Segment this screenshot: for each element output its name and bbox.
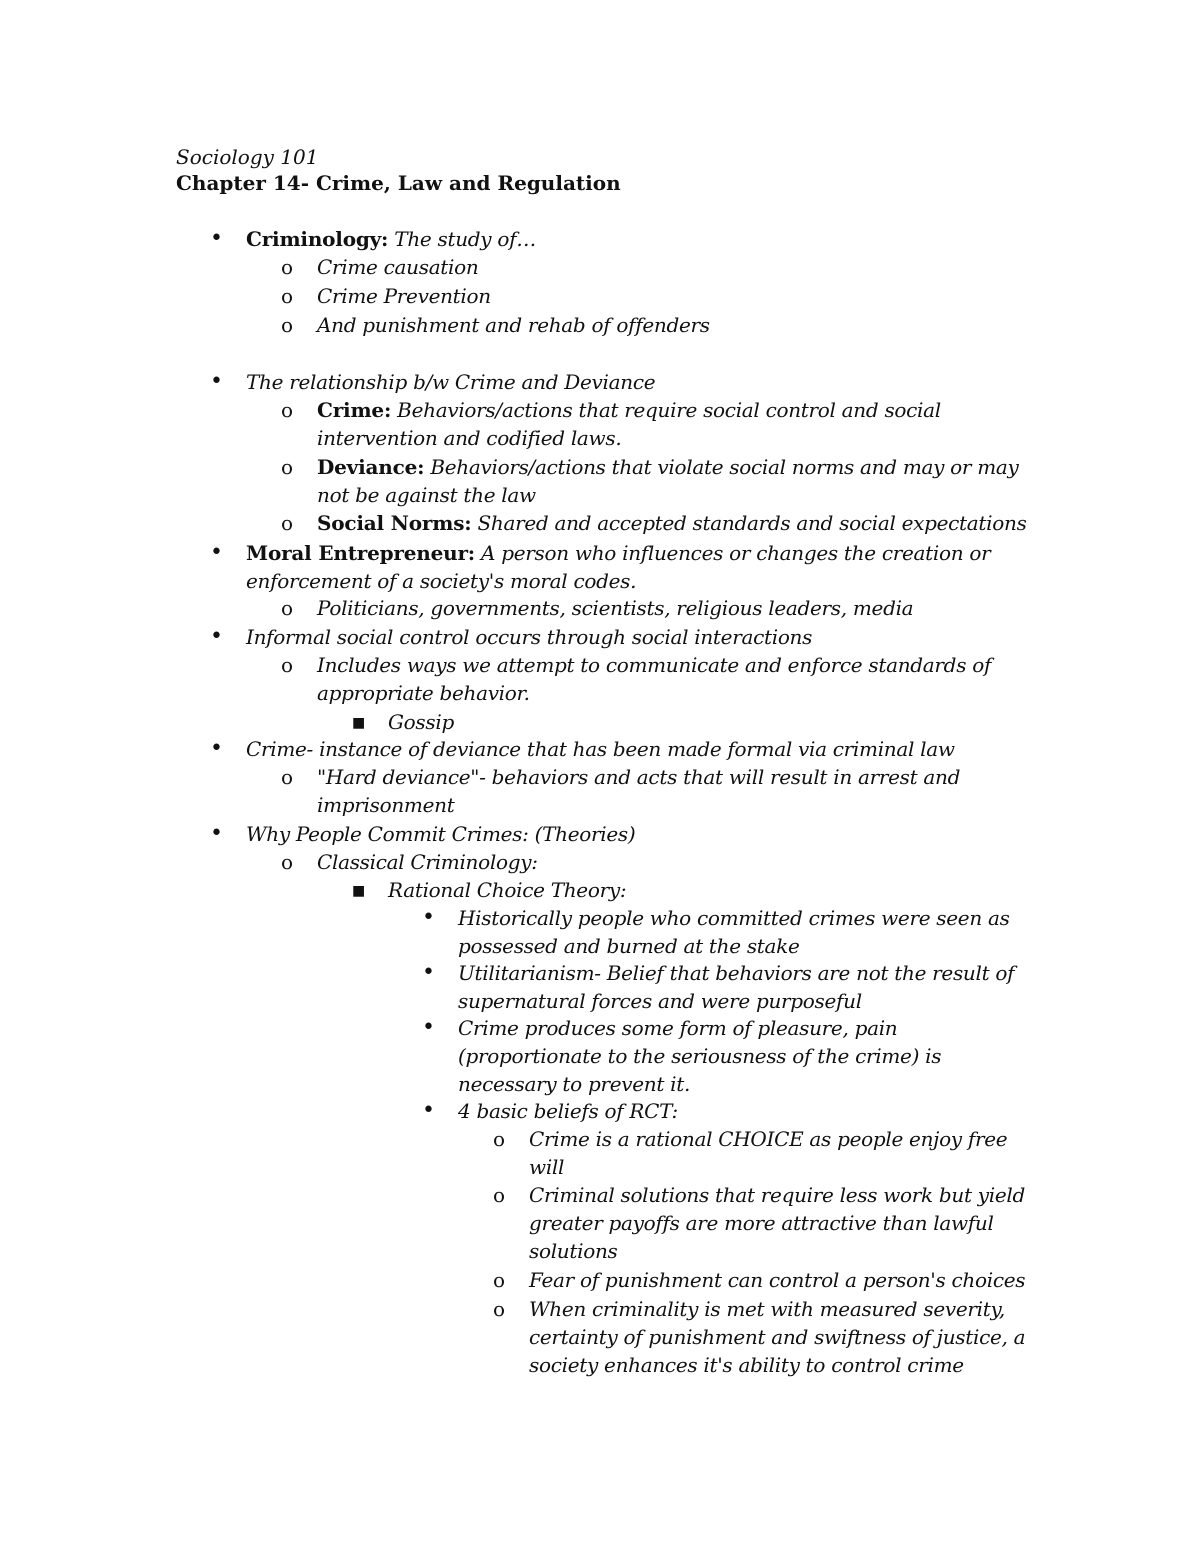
chapter-title: Chapter 14- Crime, Law and Regulation: [176, 171, 621, 195]
list-item: [422, 1014, 1028, 1098]
circle-bullet-icon: o: [281, 255, 294, 279]
list-item: [281, 763, 1032, 819]
item-text: When criminality is met with measured severity, certainty of punishment and swiftness of justice, a society enhances it's ability to control crime: [529, 1297, 1026, 1377]
item-text: 4 basic beliefs of RCT:: [458, 1099, 678, 1123]
term: Crime:: [317, 398, 392, 422]
list-item: [281, 253, 1032, 281]
circle-bullet-icon: o: [281, 313, 294, 337]
item-text: Politicians, governments, scientists, religious leaders, media: [317, 596, 914, 620]
list-item: [422, 959, 1028, 1015]
item-text: Rational Choice Theory:: [388, 878, 627, 902]
list-item: [281, 396, 1032, 452]
item-text: Historically people who committed crimes were seen as possessed and burned at the stake: [458, 906, 1010, 958]
circle-bullet-icon: o: [493, 1183, 506, 1207]
circle-bullet-icon: o: [281, 398, 294, 422]
item-text: And punishment and rehab of offenders: [317, 313, 710, 337]
bullet-icon: •: [210, 540, 223, 565]
list-item: [281, 453, 1032, 509]
circle-bullet-icon: o: [281, 455, 294, 479]
square-bullet-icon: ■: [352, 883, 366, 899]
item-text: Criminal solutions that require less work but yield greater payoffs are more attractive than lawful solutions: [529, 1183, 1026, 1263]
circle-bullet-icon: o: [281, 596, 294, 620]
item-text: "Hard deviance"- behaviors and acts that will result in arrest and imprisonment: [317, 765, 961, 817]
item-text: The relationship b/w Crime and Deviance: [246, 370, 656, 394]
bullet-icon: •: [210, 226, 223, 251]
list-item: [281, 509, 1032, 537]
list-item: [422, 904, 1028, 960]
item-text: Why People Commit Crimes: (Theories): [246, 822, 636, 846]
list-item: [493, 1266, 1029, 1294]
list-item: [493, 1295, 1029, 1379]
definition: Behaviors/actions that violate social norms and may or may not be against the law: [317, 455, 1019, 507]
circle-bullet-icon: o: [281, 511, 294, 535]
item-text: Classical Criminology:: [317, 850, 538, 874]
bullet-icon: •: [210, 736, 223, 761]
list-item: [352, 708, 1028, 736]
circle-bullet-icon: o: [493, 1297, 506, 1321]
item-text: Informal social control occurs through social interactions: [246, 625, 813, 649]
list-item: [210, 368, 1046, 396]
circle-bullet-icon: o: [493, 1268, 506, 1292]
course-title: Sociology 101: [176, 145, 319, 169]
term: Social Norms:: [317, 511, 472, 535]
list-item: [281, 311, 1032, 339]
item-text: Crime Prevention: [317, 284, 491, 308]
list-item: [281, 594, 1032, 622]
bullet-icon: •: [422, 1015, 435, 1040]
list-item: [210, 623, 1046, 651]
list-item: [281, 651, 1032, 707]
definition: Behaviors/actions that require social control and social intervention and codified laws.: [317, 398, 941, 450]
item-text: Includes ways we attempt to communicate and enforce standards of appropriate behavior.: [317, 653, 992, 705]
definition: Shared and accepted standards and social expectations: [471, 511, 1027, 535]
circle-bullet-icon: o: [281, 284, 294, 308]
list-item: [352, 876, 1028, 904]
list-item: [281, 282, 1032, 310]
list-item: [422, 1097, 1028, 1125]
term: Deviance:: [317, 455, 425, 479]
circle-bullet-icon: o: [281, 653, 294, 677]
item-text: Crime is a rational CHOICE as people enjoy free will: [529, 1127, 1008, 1179]
bullet-icon: •: [422, 960, 435, 985]
list-item: [281, 848, 1032, 876]
item-text: Crime- instance of deviance that has been made formal via criminal law: [246, 737, 955, 761]
list-item: [210, 820, 1046, 848]
list-item: [493, 1181, 1029, 1265]
item-text: Gossip: [388, 710, 454, 734]
circle-bullet-icon: o: [281, 765, 294, 789]
term: Criminology:: [246, 227, 389, 251]
circle-bullet-icon: o: [281, 850, 294, 874]
list-item: [493, 1125, 1029, 1181]
bullet-icon: •: [210, 369, 223, 394]
list-item: [210, 539, 1046, 595]
term: Moral Entrepreneur:: [246, 541, 475, 565]
list-item: [210, 225, 1046, 253]
bullet-icon: •: [210, 821, 223, 846]
square-bullet-icon: ■: [352, 715, 366, 731]
definition: The study of…: [388, 227, 536, 251]
item-text: Crime causation: [317, 255, 479, 279]
bullet-icon: •: [422, 905, 435, 930]
bullet-icon: •: [422, 1098, 435, 1123]
item-text: Utilitarianism- Belief that behaviors are not the result of supernatural forces and were purposeful: [458, 961, 1015, 1013]
bullet-icon: •: [210, 624, 223, 649]
list-item: [210, 735, 1046, 763]
item-text: Fear of punishment can control a person's choices: [529, 1268, 1026, 1292]
definition: A person who influences or changes the creation or enforcement of a society's moral codes.: [246, 541, 991, 593]
circle-bullet-icon: o: [493, 1127, 506, 1151]
item-text: Crime produces some form of pleasure, pain (proportionate to the seriousness of the crime) is necessary to prevent it.: [458, 1016, 942, 1096]
